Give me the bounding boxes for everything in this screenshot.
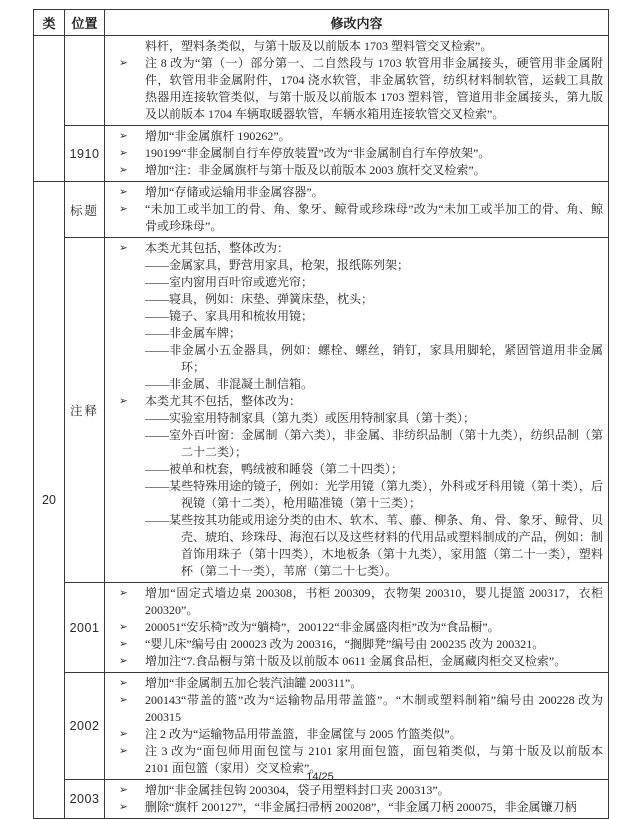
- content-cell: [105, 583, 609, 673]
- position-cell: 1910: [65, 126, 105, 182]
- position-cell: 2002: [65, 673, 105, 780]
- position-cell: [65, 36, 105, 126]
- modification-item: [115, 782, 603, 799]
- modification-text: 增加“非金属制五加仑装汽油罐 200311”。: [145, 676, 363, 690]
- table-row: [34, 126, 609, 182]
- modification-text: “未加工或半加工的骨、角、象牙、鲸骨或珍珠母”改为“未加工或半加工的骨、角、鲸骨或珍珠母”。: [145, 202, 603, 233]
- arrow-bullet-icon: ➢: [119, 395, 128, 407]
- header-position: 位置: [65, 10, 105, 36]
- arrow-bullet-icon: ➢: [119, 801, 128, 813]
- modification-subline: ——寝具，例如：床垫、弹簧床垫，枕头；: [145, 292, 374, 306]
- header-class: 类: [34, 10, 65, 36]
- arrow-bullet-icon: ➢: [119, 638, 128, 650]
- modification-item: [115, 162, 603, 179]
- modification-item: [115, 240, 603, 393]
- arrow-bullet-icon: ➢: [119, 745, 128, 757]
- modifications-table: [33, 9, 609, 819]
- modification-item: [115, 55, 603, 123]
- arrow-bullet-icon: ➢: [119, 242, 128, 254]
- arrow-bullet-icon: ➢: [119, 621, 128, 633]
- modification-item: [115, 653, 603, 670]
- position-cell: 标题: [65, 182, 105, 238]
- modification-text: 料杆，塑料条类似，与第十版及以前版本 1703 塑料管交叉检索”。: [145, 39, 493, 53]
- content-cell: [105, 182, 609, 238]
- table-row: [34, 36, 609, 126]
- modification-text: 注 3 改为“面包师用面包筐与 2101 家用面包篮，面包箱类似，与第十版及以前版本 2101 面包篮（家用）交叉检索”。: [145, 744, 603, 775]
- arrow-bullet-icon: ➢: [119, 57, 128, 69]
- modification-text: 增加“注：非金属旗杆与第十版及以前版本 2003 旗杆交叉检索”。: [145, 163, 486, 177]
- modification-item: [115, 799, 603, 816]
- arrow-bullet-icon: ➢: [119, 728, 128, 740]
- modification-item: [115, 585, 603, 619]
- modification-text: 增加“非金属旗杆 190262”。: [145, 129, 291, 143]
- table-row: [34, 673, 609, 780]
- arrow-bullet-icon: ➢: [119, 164, 128, 176]
- modification-item: [115, 393, 603, 580]
- table-row: [34, 583, 609, 673]
- modification-item: [115, 145, 603, 162]
- modification-subline: ——实验室用特制家具（第九类）或医用特制家具（第十类）；: [145, 411, 476, 425]
- arrow-bullet-icon: ➢: [119, 587, 128, 599]
- modification-subline: ——某些按其功能或用途分类的由木、软木、苇、藤、柳条、角、骨、象牙、鲸骨、贝壳、琥珀、珍珠母、海泡石以及这些材料的代用品或塑料制成的产品，例如：制首饰用珠子（第十四类），木地板条（第十九类），家用篮（第二十一类），塑料杯（第二十一类），苇席（第二十七类）。: [145, 513, 603, 578]
- modification-item: [115, 619, 603, 636]
- modification-item: [115, 726, 603, 743]
- arrow-bullet-icon: ➢: [119, 130, 128, 142]
- arrow-bullet-icon: ➢: [119, 677, 128, 689]
- modification-text: 增加“非金属挂包钩 200304，袋子用塑料封口夹 200313”。: [145, 783, 450, 797]
- modification-item: [115, 128, 603, 145]
- table-row: [34, 238, 609, 583]
- modification-subline: ——镜子、家具用和梳妆用镜；: [145, 309, 314, 323]
- modification-subline: ——非金属车牌；: [145, 326, 242, 340]
- modification-item: [115, 184, 603, 201]
- class-cell: 20: [34, 182, 65, 819]
- header-content: 修改内容: [105, 10, 609, 36]
- modification-item: [115, 692, 603, 726]
- content-cell: [105, 126, 609, 182]
- modification-text: 200051“安乐椅”改为“躺椅”，200122“非金属盛肉柜”改为“食品橱”。: [145, 620, 500, 634]
- modification-subline: ——某些特殊用途的镜子，例如：光学用镜（第九类），外科或牙科用镜（第十类），后视镜（第十二类），枪用瞄准镜（第十三类）；: [145, 479, 603, 510]
- modification-text: 本类尤其包括，整体改为：: [145, 241, 290, 255]
- modification-item: [115, 38, 603, 55]
- content-cell: [105, 36, 609, 126]
- position-cell: 2003: [65, 780, 105, 819]
- modification-item: [115, 201, 603, 235]
- modification-subline: ——室外百叶窗：金属制（第六类），非金属、非纺织品制（第十九类），纺织品制（第二十二类）；: [145, 428, 603, 459]
- modification-subline: ——金属家具，野营用家具，枪架，报纸陈列架；: [145, 258, 410, 272]
- table-header-row: [34, 10, 609, 36]
- position-cell: 2001: [65, 583, 105, 673]
- modification-text: 删除“旗杆 200127”，“非金属扫帚柄 200208”，“非金属刀柄 200075，非金属镰刀柄: [145, 800, 577, 814]
- modification-text: 注 8 改为“第（一）部分第一、二自然段与 1703 软管用非金属接头，硬管用非金属附件，软管用非金属附件，1704 浇水软管，非金属软管，纺织材料制软管，运载工具散热器用连接软管类似，与第十版及以前版本 1703 塑料管，管道用非金属接头，第九版及以前版本 1704 车辆取暖器软管，车辆水箱用连接软管交叉检索”。: [145, 56, 603, 121]
- modification-text: 增加注“7.食品橱与第十版及以前版本 0611 金属食品柜，金属藏肉柜交叉检索”。: [145, 654, 567, 668]
- arrow-bullet-icon: ➢: [119, 655, 128, 667]
- arrow-bullet-icon: ➢: [119, 147, 128, 159]
- modification-text: “婴儿床”编号由 200023 改为 200316，“搁脚凳”编号由 200235 改为 200321。: [145, 637, 545, 651]
- modification-text: 注 2 改为“运输物品用带盖篮，非金属筐与 2005 竹篮类似”。: [145, 727, 462, 741]
- class-cell: [34, 36, 65, 182]
- content-cell: [105, 238, 609, 583]
- arrow-bullet-icon: ➢: [119, 694, 128, 706]
- modification-item: [115, 636, 603, 653]
- modification-item: [115, 675, 603, 692]
- modification-text: 200143“带盖的篮”改为“运输物品用带盖篮”。“木制或塑料制箱”编号由 200228 改为 200315: [145, 693, 603, 724]
- page-number: 14/25: [306, 771, 334, 783]
- table-row: [34, 182, 609, 238]
- table-row: [34, 780, 609, 819]
- modification-subline: ——非金属、非混凝土制信箱。: [145, 377, 314, 391]
- position-cell: 注释: [65, 238, 105, 583]
- content-cell: [105, 780, 609, 819]
- modification-text: 190199“非金属制自行车停放装置”改为“非金属制自行车停放架”。: [145, 146, 491, 160]
- modification-text: 本类尤其不包括，整体改为：: [145, 394, 302, 408]
- modification-text: 增加“存储或运输用非金属容器”。: [145, 185, 324, 199]
- arrow-bullet-icon: ➢: [119, 784, 128, 796]
- arrow-bullet-icon: ➢: [119, 186, 128, 198]
- modification-text: 增加“固定式墙边桌 200308，书柜 200309，衣物架 200310，婴儿提篮 200317，衣柜 200320”。: [145, 586, 603, 617]
- modification-subline: ——被单和枕套，鸭绒被和睡袋（第二十四类）；: [145, 462, 404, 476]
- arrow-bullet-icon: ➢: [119, 203, 128, 215]
- modification-subline: ——室内窗用百叶帘或遮光帘；: [145, 275, 314, 289]
- modification-subline: ——非金属小五金器具，例如：螺栓、螺丝，销钉，家具用脚轮，紧固管道用非金属环；: [145, 343, 603, 374]
- content-cell: [105, 673, 609, 780]
